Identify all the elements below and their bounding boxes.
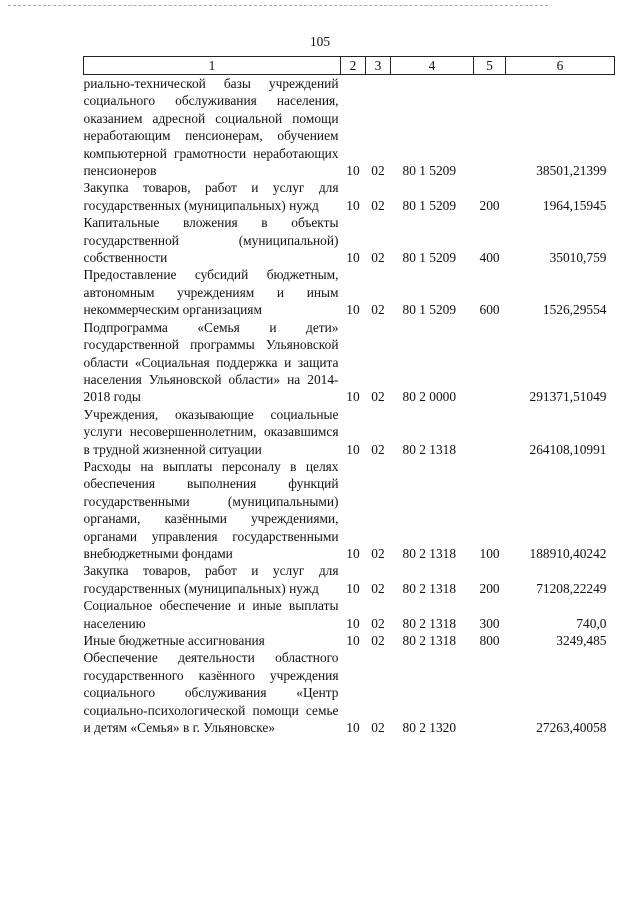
expense-type-code bbox=[474, 406, 506, 458]
target-article-code: 80 1 5209 bbox=[402, 250, 457, 266]
subsection-code: 02 bbox=[371, 720, 385, 736]
row-description: Закупка товаров, работ и услуг для государственных (муниципальных) нужд bbox=[83, 180, 339, 213]
column-header: 2 bbox=[341, 57, 366, 75]
expense-type-code: 200 bbox=[479, 197, 500, 213]
row-description: Социальное обеспечение и иные выплаты населению bbox=[83, 598, 339, 631]
row-description: Учреждения, оказывающие социальные услуги несовершеннолетним, оказавшимся в трудной жизненной ситуации bbox=[83, 406, 339, 457]
target-article-code: 80 2 1318 bbox=[402, 545, 457, 561]
section-code: 10 bbox=[346, 197, 360, 213]
amount-value: 291371,51049 bbox=[529, 389, 607, 405]
subsection-code: 02 bbox=[371, 441, 385, 457]
section-code: 10 bbox=[346, 615, 360, 631]
subsection-code: 02 bbox=[371, 615, 385, 631]
table-row bbox=[84, 75, 615, 180]
target-article-code: 80 2 1318 bbox=[402, 441, 457, 457]
table-row bbox=[84, 562, 615, 597]
amount-value: 1964,15945 bbox=[542, 197, 607, 213]
column-header-row bbox=[84, 57, 615, 75]
amount-value: 3249,485 bbox=[556, 633, 607, 648]
section-code: 10 bbox=[346, 545, 360, 561]
target-article-code: 80 2 0000 bbox=[402, 389, 457, 405]
row-description: риально-технической базы учреждений социального обслуживания населения, оказанием адресной социальной помощи неработающим пенсионерам, обучением компьютерной грамотности неработающих пенсионеров bbox=[83, 76, 339, 179]
row-description: Расходы на выплаты персоналу в целях обеспечения выполнения функций государственными (муниципальными) органами, казёнными учреждениями, органами управления государственными внебюджетными фондами bbox=[83, 458, 339, 561]
table-row bbox=[84, 649, 615, 736]
subsection-code: 02 bbox=[371, 389, 385, 405]
column-header: 1 bbox=[84, 57, 341, 75]
target-article-code: 80 1 5209 bbox=[402, 163, 457, 179]
target-article-code: 80 1 5209 bbox=[402, 302, 457, 318]
table-row bbox=[84, 179, 615, 214]
budget-table bbox=[83, 56, 615, 736]
row-description: Предоставление субсидий бюджетным, автономным учреждениям и иным некоммерческим организациям bbox=[83, 267, 339, 318]
amount-value: 188910,40242 bbox=[529, 545, 607, 561]
table-body bbox=[84, 75, 615, 737]
table-row bbox=[84, 632, 615, 649]
table-row bbox=[84, 319, 615, 406]
expense-type-code: 300 bbox=[479, 615, 500, 631]
target-article-code: 80 2 1320 bbox=[402, 720, 457, 736]
expense-type-code: 400 bbox=[479, 250, 500, 266]
column-header: 3 bbox=[366, 57, 391, 75]
section-code: 10 bbox=[346, 441, 360, 457]
section-code: 10 bbox=[346, 302, 360, 318]
section-code: 10 bbox=[346, 633, 360, 648]
subsection-code: 02 bbox=[371, 580, 385, 596]
amount-value: 264108,10991 bbox=[529, 441, 607, 457]
target-article-code: 80 2 1318 bbox=[402, 615, 457, 631]
expense-type-code bbox=[474, 649, 506, 736]
expense-type-code bbox=[474, 75, 506, 180]
amount-value: 35010,759 bbox=[549, 250, 607, 266]
expense-type-code: 200 bbox=[479, 580, 500, 596]
section-code: 10 bbox=[346, 163, 360, 179]
scan-artifact-line bbox=[8, 5, 548, 6]
subsection-code: 02 bbox=[371, 163, 385, 179]
table-row bbox=[84, 406, 615, 458]
expense-type-code bbox=[474, 319, 506, 406]
row-description: Закупка товаров, работ и услуг для государственных (муниципальных) нужд bbox=[83, 563, 339, 596]
column-header: 5 bbox=[474, 57, 506, 75]
subsection-code: 02 bbox=[371, 302, 385, 318]
expense-type-code: 600 bbox=[479, 302, 500, 318]
target-article-code: 80 2 1318 bbox=[402, 633, 457, 648]
table-row bbox=[84, 597, 615, 632]
section-code: 10 bbox=[346, 389, 360, 405]
section-code: 10 bbox=[346, 250, 360, 266]
amount-value: 71208,22249 bbox=[536, 580, 607, 596]
table-row bbox=[84, 214, 615, 266]
row-description: Обеспечение деятельности областного государственного казённого учреждения социального обслуживания «Центр социально-психологической помощи семье и детям «Семья» в г. Ульяновске» bbox=[83, 650, 339, 736]
section-code: 10 bbox=[346, 580, 360, 596]
amount-value: 1526,29554 bbox=[542, 302, 607, 318]
target-article-code: 80 1 5209 bbox=[402, 197, 457, 213]
column-header: 4 bbox=[391, 57, 474, 75]
column-header: 6 bbox=[506, 57, 615, 75]
amount-value: 740,0 bbox=[576, 615, 607, 631]
row-description: Подпрограмма «Семья и дети» государственной программы Ульяновской области «Социальная поддержка и защита населения Ульяновской области» на 2014-2018 годы bbox=[83, 319, 339, 405]
row-description: Капитальные вложения в объекты государственной (муниципальной) собственности bbox=[83, 215, 339, 266]
table-row bbox=[84, 266, 615, 318]
expense-type-code: 800 bbox=[479, 633, 500, 648]
row-description: Иные бюджетные ассигнования bbox=[83, 633, 265, 648]
amount-value: 27263,40058 bbox=[536, 720, 607, 736]
page-number: 105 bbox=[309, 34, 331, 49]
table-row bbox=[84, 458, 615, 562]
amount-value: 38501,21399 bbox=[536, 163, 607, 179]
target-article-code: 80 2 1318 bbox=[402, 580, 457, 596]
subsection-code: 02 bbox=[371, 633, 385, 648]
section-code: 10 bbox=[346, 720, 360, 736]
subsection-code: 02 bbox=[371, 197, 385, 213]
subsection-code: 02 bbox=[371, 545, 385, 561]
subsection-code: 02 bbox=[371, 250, 385, 266]
expense-type-code: 100 bbox=[479, 545, 500, 561]
